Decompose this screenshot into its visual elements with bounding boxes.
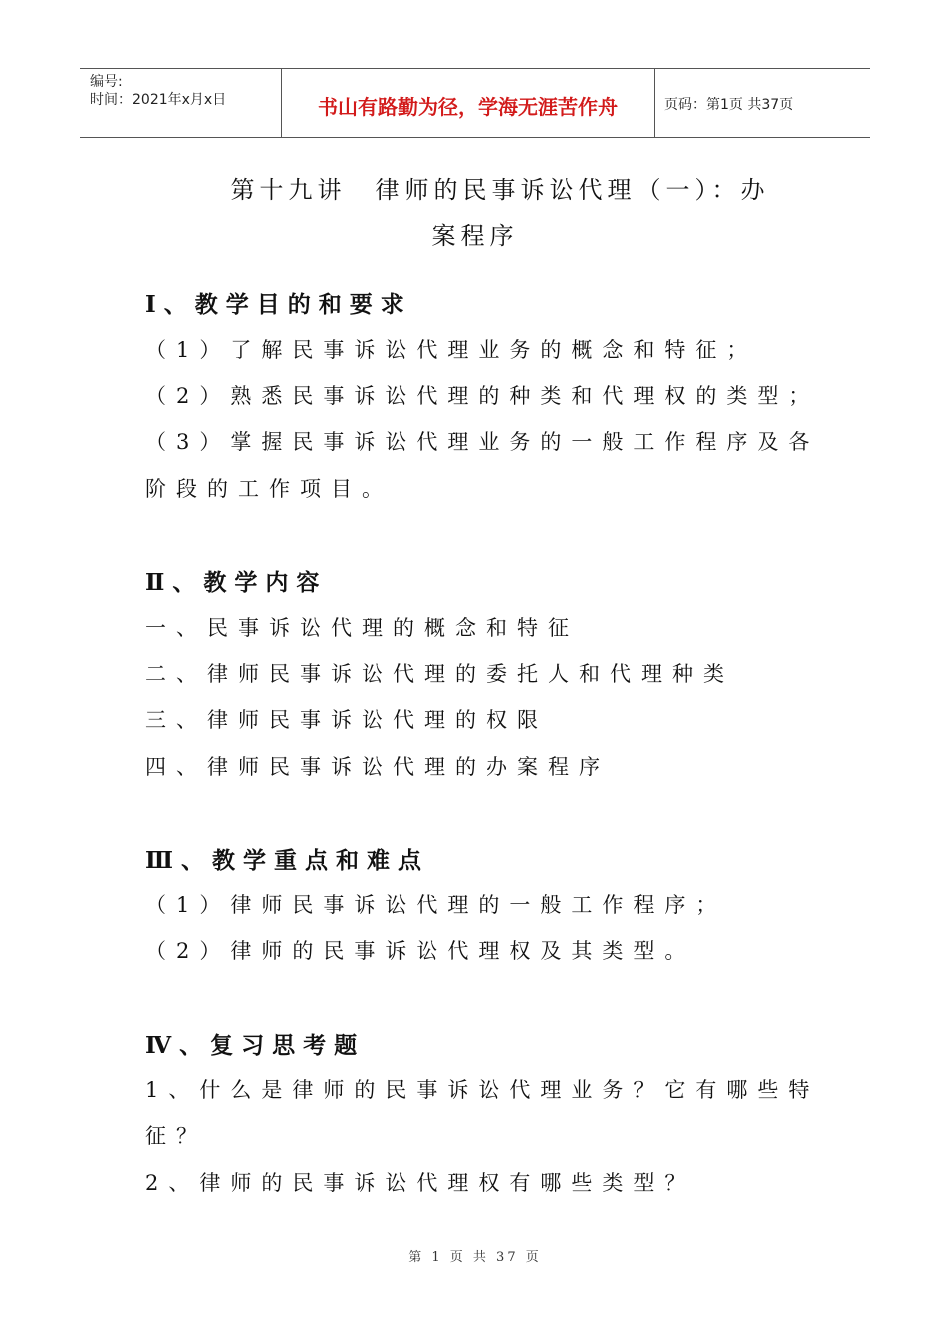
header-page-info: 页码：第1页 共37页	[664, 97, 794, 113]
review-question-item: 2、律师的民事诉讼代理权有哪些类型？	[145, 1171, 696, 1195]
key-point-item: （2）律师的民事诉讼代理权及其类型。	[145, 939, 696, 963]
document-number-label: 编号:	[90, 74, 123, 90]
page-header	[80, 68, 870, 138]
review-question-item: 1、什么是律师的民事诉讼代理业务？它有哪些特	[145, 1078, 820, 1102]
document-title-line-1: 第十九讲 律师的民事诉讼代理（一）：办	[230, 176, 770, 204]
page-footer: 第 1 页 共 37 页	[408, 1250, 542, 1265]
content-item: 四、律师民事诉讼代理的办案程序	[145, 755, 610, 779]
review-question-item-continued: 征？	[145, 1124, 207, 1148]
section-heading-review-questions: Ⅳ、复习思考题	[145, 1032, 366, 1059]
key-point-item: （1）律师民事诉讼代理的一般工作程序；	[145, 893, 727, 917]
section-heading-key-points: Ⅲ、教学重点和难点	[145, 847, 430, 874]
header-meta	[80, 69, 282, 137]
objective-item-continued: 阶段的工作项目。	[145, 477, 393, 501]
section-heading-objectives: Ⅰ、教学目的和要求	[145, 291, 412, 318]
content-item: 一、民事诉讼代理的概念和特征	[145, 616, 579, 640]
content-item: 二、律师民事诉讼代理的委托人和代理种类	[145, 662, 734, 686]
section-heading-content: Ⅱ、教学内容	[145, 569, 328, 596]
objective-item: （3）掌握民事诉讼代理业务的一般工作程序及各	[145, 430, 820, 454]
document-date: 时间：2021年x月x日	[90, 92, 227, 108]
content-item: 三、律师民事诉讼代理的权限	[145, 708, 548, 732]
objective-item: （1）了解民事诉讼代理业务的概念和特征；	[145, 338, 758, 362]
document-title-line-2: 案程序	[431, 222, 519, 250]
header-motto: 书山有路勤为径，学海无涯苦作舟	[282, 69, 655, 137]
objective-item: （2）熟悉民事诉讼代理的种类和代理权的类型；	[145, 384, 820, 408]
